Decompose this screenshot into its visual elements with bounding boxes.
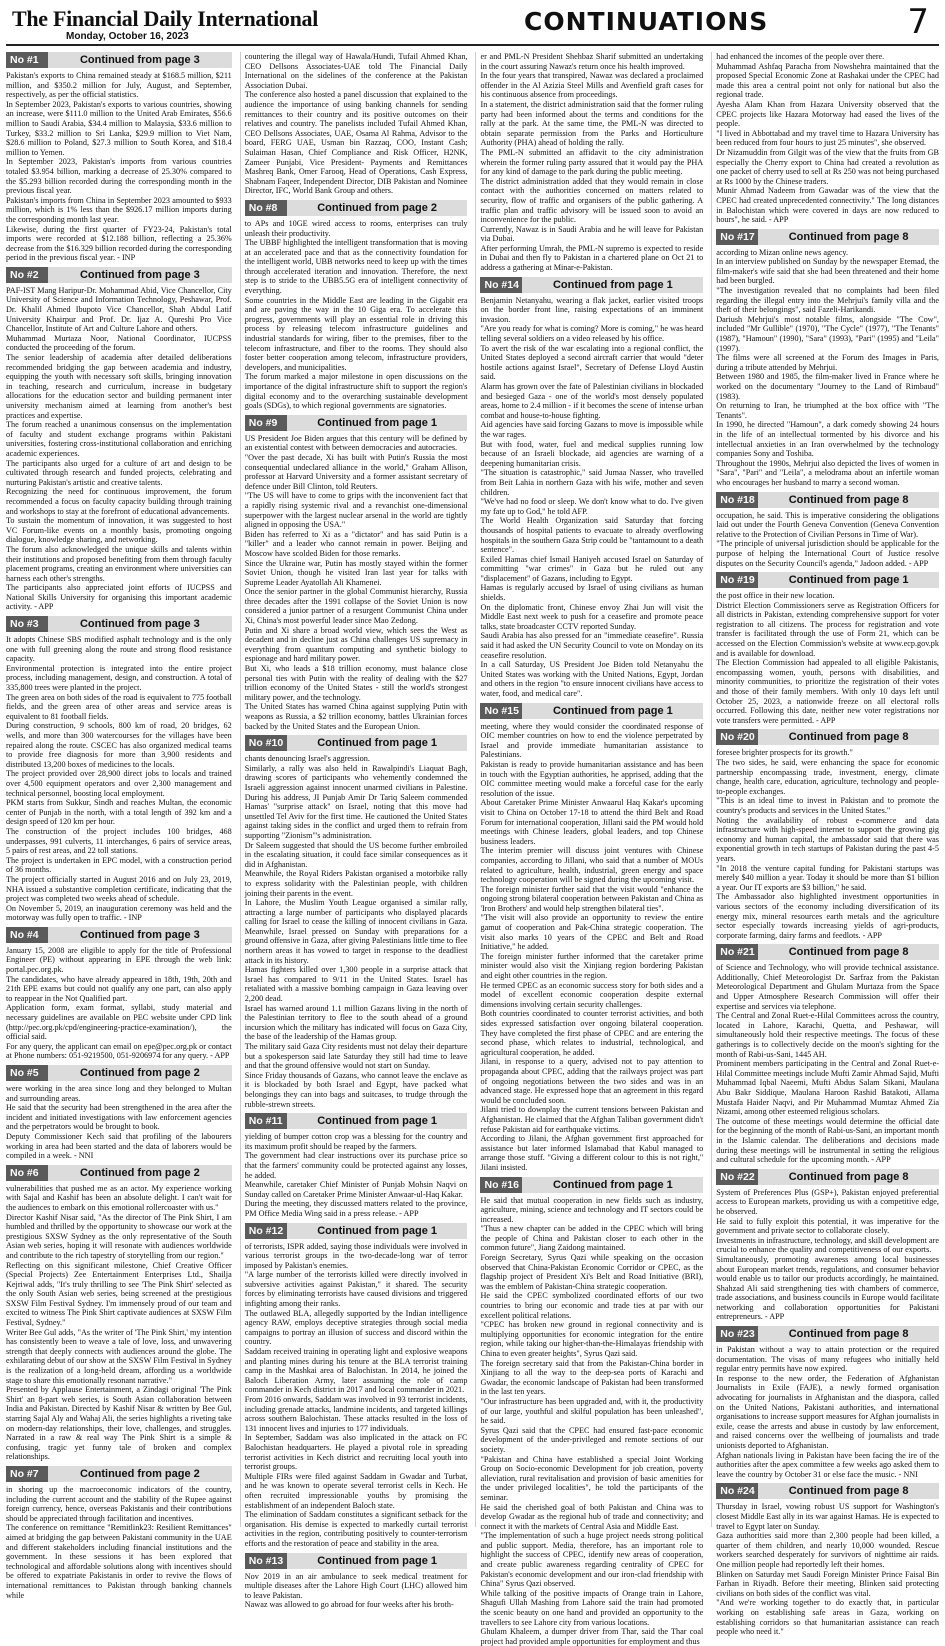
story-paragraph: "This is an ideal time to invest in Pakistan and to promote the country's products and services in the United States." [716,796,939,815]
story-paragraph: Blinken on Saturday met Saudi Foreign Minister Prince Faisal Bin Farhan in Riyadh. Before their meeting, Blinken said protecting civilians on both sides of the conflict was vital. [716,1570,939,1599]
story-header [245,1113,468,1129]
story-paragraph: Gaza authorities said more than 2,300 people had been killed, a quarter of them children, and nearly 10,000 wounded. Rescue workers searched desperately for survivors of nighttime air raids. One million people had reportedly left their homes. [716,1531,939,1569]
story-paragraph: The military said Gaza City residents must not delay their departure but a spokesperson said late Saturday they still had time to leave and that the ground offensive would not start on Sunday. [245,1042,468,1071]
continued-from-label: Continued from page 1 [287,735,468,751]
story-paragraph: In September, Saddam was also implicated in the attack on FC Balochistan headquarters. He played a pivotal role in spreading terrorist activities in Kech district and recruiting local youth into terrorist groups. [245,1433,468,1471]
story-paragraph: But with food, water, fuel and medical supplies running low because of an Israeli blockade, aid agencies are warning of a deepening humanitarian crisis. [480,440,703,469]
story-paragraph: The foreign minister further said that the visit would "enhance the ongoing strong bilateral cooperation between Pakistan and China as 'Iron Brothers' and would help strengthen bilateral ties". [480,885,703,914]
continued-from-label: Continued from page 1 [522,277,703,293]
story-paragraph: Ayesha Alam Khan from Hazara University observed that the CPEC projects like Hazara Motorway had eased the lives of the people. [716,100,939,129]
story-paragraph: Dr Saleem suggested that should the US become further embroiled in the escalating situation, it could face similar consequences as it did in Afghanistan. [245,841,468,870]
story [6,1165,232,1462]
story-body [245,219,468,411]
story-paragraph: Nawaz was allowed to go abroad for four weeks after his broth- [245,1600,468,1610]
story-paragraph: For any query, the applicant can email on epe@pec.org.pk or contact at Phone numbers: 051-9219500, 051-9206974 for any query. - APP [6,1042,232,1061]
story-paragraph: Exiled Hamas chief Ismail Haniyeh accused Israel on Saturday of committing "war crimes" in Gaza but he ruled out any "displacement" of Gazans, including to Egypt. [480,555,703,584]
story-paragraph: The project officially started in August 2016 and on July 23, 2019, NHA issued a substantive completion certificate, indicating that the project was completed two weeks ahead of schedule. [6,875,232,904]
story-header [6,1065,232,1081]
story-paragraph: Meanwhile, the Royal Riders Pakistan organised a motorbike rally to express solidarity with the Palestinian people, with children joining their parents in the event. [245,869,468,898]
story-paragraph: "Over the past decade, Xi has built with Putin's Russia the most consequential undeclared alliance in the world," Graham Allison, professor at Harvard University and a former assistant secretary of defence under Bill Clinton, told Reuters. [245,453,468,491]
story-paragraph: Pakistan is ready to provide humanitarian assistance and has been in touch with the Egyptian authorities, he apprised, adding that the OIC committee meeting would make a forceful case for the early resolution of the issue. [480,760,703,798]
story-paragraph: Hamas fighters killed over 1,300 people in a surprise attack that Israel has compared to 9/11 in the United States. Israel has retaliated with a massive bombing campaign in Gaza leaving over 2,200 dead. [245,965,468,1003]
story-paragraph: The outcome of these meetings would determine the official date for the beginning of the month of Rabi-us-Sani, an important month in the Islamic calendar. The deliberations and decisions made during these meetings will be instrumental in setting the religious and cultural schedule for the upcoming month. - APP [716,1117,939,1165]
story-body [716,248,939,488]
story-paragraph: Throughout the 1990s, Mehrjui also depicted the lives of women in "Sara", "Pari" and "Leila", a melodrama about an infertile woman who encourages her husband to marry a second woman. [716,459,939,488]
story-paragraph: Saddam received training in operating light and explosive weapons and planting mines during his tenure at the BLA terrorist training camp in the Mashkai area of Balochistan. In 2014, he joined the Baloch Liberation Army, later assuming the role of camp commander in Kech district in 2017 and local commander in 2021. [245,1347,468,1395]
story-paragraph: Deputy Commissioner Kech said that profiling of the labourers working in area had been started and the data of laborers would be compiled in a week. - NNI [6,1132,232,1161]
continued-from-label: Continued from page 1 [287,1113,468,1129]
story-number: No #2 [6,267,48,283]
story [245,200,468,411]
story [245,415,468,731]
story-paragraph: Jilani, in response to a query, advised not to pay attention to propaganda about CPEC, adding that the railways project was part of ongoing negotiations between the two sides and was in an advanced stage. He expressed hope that an agreement in this regard would be concluded soon. [480,1057,703,1105]
story-header [6,616,232,632]
story-paragraph: In Lahore, the Muslim Youth League organised a similar rally, attracting a large number of participants who displayed placards calling for Israel to cease the killing of innocent civilians in Gaza. Meanwhile, Israel pressed on Sunday with preparations for a ground offensive in Gaza, after giving Palestinians little time to flee northern areas it has vowed to target in response to the deadliest attack in its history. [245,898,468,965]
story [245,1223,468,1549]
story-paragraph: Putin and Xi share a broad world view, which sees the West as decadent and in decline just as China challenges US supremacy in everything from quantum computing and synthetic biology to espionage and hard military power. [245,626,468,664]
story-paragraph: Nov 2019 in an air ambulance to seek medical treatment for multiple diseases after the Lahore High Court (LHC) allowed him to leave Pakistan. [245,1572,468,1601]
story-paragraph: "Our infrastructure has been upgraded and, with it, the productivity of our large, youthful and skilful population has been unleashed", he said. [480,1397,703,1426]
story-paragraph: occupation, he said. This is imperative considering the obligations laid out under the Fourth Geneva Convention (Geneva Convention relative to the Protection of Civilian Persons in Time of War). [716,511,939,540]
story-paragraph: Foreign Secretary, Syrus Qazi while speaking on the occasion observed that China-Pakistan Economic Corridor or CPEC, as the flagship project of President Xi's Belt and Road Initiative (BRI), was the emblem of Pakistan-China strategic cooperation. [480,1253,703,1291]
story [480,277,703,699]
masthead [6,4,939,46]
story-paragraph: In a statement, the district administration said that the former ruling party had been informed about the terms and conditions for the rally at the park. At the same time, the PML-N was directed to obtain separate permission from the Parks and Horticulture Authority (PHA) ahead of holding the rally. [480,100,703,148]
story-paragraph: The conference on remittance "Remitlink23: Resilient Remittances" aimed at bridging the gap between Pakistani community in the UAE and different stakeholders including financial institutions and the government. In these sessions it has been explored that technological and affordable solutions along with incentives should be offered to expatriate Pakistanis in order to revive the flows of international remittances to Pakistan through banking channels while [6,1523,232,1600]
story-paragraph: Alarm has grown over the fate of Palestinian civilians in blockaded and besieged Gaza - one of the world's most densely populated areas, home to 2.4 million - if it becomes the scene of intense urban combat and house-to-house fighting. [480,382,703,420]
story-number: No #24 [716,1483,758,1499]
continued-from-label: Continued from page 8 [758,492,939,508]
story-paragraph: On November 5, 2019, an inauguration ceremony was held and the motorway was fully open to traffic. - INP [6,904,232,923]
story-paragraph: He said the CPEC symbolized coordinated efforts of our two countries to bring our economic and trade ties at par with our excellent political relations. [480,1291,703,1320]
story-number: No #20 [716,729,758,745]
continued-from-label: Continued from page 8 [758,1326,939,1342]
story-paragraph: The foreign secretary said that from the Pakistan-China border in Xinjiang to all the way to the deep-sea ports of Karachi and Gwadar, the economic landscape of Pakistan had been transformed in the last ten years. [480,1359,703,1397]
story-paragraph: PAF-IST Mang Haripur-Dr. Mohammad Abid, Vice Chancellor, City University of Science and Information Technology, Peshawar, Prof. Dr. Khalil Ahmed Ibupoto Vice Chancellor, Shah Abdul Latif University Khairpur and Prof. Dr. Ijaz A. Qureshi Pro Vice Chancellor, Institute of Art and Culture Lahore and others. [6,286,232,334]
story-paragraph: of terrorists, ISPR added, saying those individuals were involved in various terrorist groups in the two-decade-long war of terror imposed by Pakistan's enemies. [245,1242,468,1271]
story [716,1326,939,1479]
continued-from-label: Continued from page 2 [48,1165,232,1181]
story-paragraph: Thursday in Israel, vowing robust US support for Washington's closest Middle East ally in its war against Hamas. He is expected to travel to Egypt later on Sunday. [716,1502,939,1531]
story-body [245,1132,468,1218]
story-paragraph: During construction, 9 schools, 800 km of road, 20 bridges, 62 wells, and more than 300 watercourses for the villages have been repaired along the route. CSCEC has also organized medical teams to provide free diagnosis for more than 3,900 residents and distributed 13,200 boxes of medicines to the locals. [6,721,232,769]
story-paragraph: Simultaneously, promoting awareness among local businesses about European market trends, regulations, and consumer behavior would enable us to tailor our products accordingly, he maintained. Shahzad Ali said strengthening ties with chambers of commerce, trade associations, and business councils in Europe would facilitate networking and collaboration opportunities for Pakistani entrepreneurs. - APP [716,1255,939,1322]
story-body [245,52,468,196]
story-paragraph: "The principle of universal jurisdiction should be applicable for the purpose of helping the International Court of Justice resolve disputes on the Security Council's agenda," Jadoon added. - APP [716,539,939,568]
continued-from-label: Continued from page 8 [758,1483,939,1499]
story-paragraph: District Election Commissioners serve as Registration Officers for all districts in Pakistan, extending comprehensive support for voter registration to all citizens. The process for registration and vote transfer is facilitated through the use of Form 21, which can be accessed on the Election Commission's website at www.ecp.gov.pk and is available for download. [716,601,939,659]
story-paragraph: Ghulam Khaleem, a dumper driver from Thar, said the Thar coal project had provided ample opportunities for employment and thus [480,1627,703,1646]
story-paragraph: Once the senior partner in the global Communist hierarchy, Russia three decades after the 1991 collapse of the Soviet Union is now considered a junior partner of a resurgent Communist China under Xi, China's most powerful leader since Mao Zedong. [245,587,468,625]
story-paragraph: Writer Bee Gul adds, "As the writer of 'The Pink Shirt,' my intention has consistently been to weave a tale of love, loss, and unwavering strength that deeply connects with audiences around the globe. The exhilarating debut of our show at the SXSW Film Festival in Sydney is the realization of a long-held dream, affording us a worldwide stage to share this emotionally resonant narrative." [6,1328,232,1386]
story-body [6,286,232,612]
story [480,52,703,273]
continued-from-label: Continued from page 8 [758,729,939,745]
section-title: CONTINUATIONS [524,7,768,36]
story-body [6,71,232,263]
story-paragraph: Prominent members participating in the Central and Zonal Ruet-e-Hilal Committee meetings include Mufti Zamir Ahmad Sajid, Mufti Muhammad Iqbal Naeemi, Mufti Abdus Salam Sikani, Maulana Abu Bakr Siddique, Maulana Haroon Rashid Batakoti, Allama Mustafa Haider Naqvi, and Pir Muhammad Mumtaz Ahmed Zia Nizami, among other esteemed religious scholars. [716,1059,939,1117]
story-paragraph: He termed CPEC as an economic success story for both sides and a model of excellent economic cooperation despite external dimensions involving certain security challenges. [480,981,703,1010]
story-paragraph: He said that mutual cooperation in new fields such as industry, agriculture, mining, science and technology and IT sectors could be increased. [480,1196,703,1225]
story-paragraph: "The situation is catastrophic," said Jumaa Nasser, who travelled from Beit Lahia in northern Gaza with his wife, mother and seven children. [480,468,703,497]
story-paragraph: were working in the area since long and they belonged to Multan and surrounding areas. [6,1084,232,1103]
story-paragraph: The PML-N submitted an affidavit to the city administration wherein the former ruling party assured that it would pay the PHA for any kind of damage to the park during the public meeting. [480,148,703,177]
story-paragraph: vulnerabilities that pushed me as an actor. My experience working with Sajal and Kashif has been an absolute delight. I can't wait for the audiences to embark on this emotional rollercoaster with us." [6,1184,232,1213]
story-paragraph: to APs and 10GE wired access to rooms, enterprises can truly unleash their productivity. [245,219,468,238]
story-header [716,944,939,960]
continued-from-label: Continued from page 3 [48,52,232,68]
continued-from-label: Continued from page 2 [48,1466,232,1482]
story-paragraph: er and PML-N President Shehbaz Sharif submitted an undertaking in the court assuring Nawaz's return once his health improved. [480,52,703,71]
story-header [716,1326,939,1342]
story-number: No #18 [716,492,758,508]
story-number: No #23 [716,1326,758,1342]
story-paragraph: The senior leadership of academia after detailed deliberations recommended bridging the gap between academia and industry, equipping the youth with necessary soft skills, bringing innovation in teaching, research and curriculum, increase in budgetary allocations for the education sector and building permanent inter university mechanism aimed at learning from another's best practices and expertise. [6,353,232,420]
story-header [6,927,232,943]
story-paragraph: According to Jilani, the Afghan government first approached for assistance but later informed Islamabad that Kabul managed to arrange those stuff. "Giving a different colour to this is not right," Jilani insisted. [480,1134,703,1172]
story-body [6,635,232,923]
story-paragraph: Since the Ukraine war, Putin has mostly stayed within the former Soviet Union, though he visited Iran last year for talks with Supreme Leader Ayatollah Ali Khamenei. [245,559,468,588]
story-paragraph: The candidates, who have already appeared in 18th, 19th, 20th and 21th EPE exams but could not qualify any one part, can also apply to reappear in the Not Qualified part. [6,975,232,1004]
story-body [6,1184,232,1462]
story [6,616,232,923]
continued-from-label: Continued from page 1 [287,1553,468,1569]
story-paragraph: "In 2018 the venture capital funding for Pakistani startups was merely $40 million a year. Today it should be more than $1 billion a year. Our IT exports are $3 billion," he said. [716,864,939,893]
story-paragraph: US President Joe Biden argues that this century will be defined by an existential contest with between democracies and autocracies. [245,434,468,453]
story-paragraph: Hamas is regularly accused by Israel of using civilians as human shields. [480,583,703,602]
story-paragraph: Syrus Qazi said that the CPEC had ensured fast-pace economic development of the under-privileged and remote sections of our society. [480,1426,703,1455]
story-paragraph: in shoring up the macroeconomic indicators of the country, including the current account and the stability of the Rupee against foreign currency, hence, overseas Pakistanis and their contributions should be appreciated through facilitation and incentives. [6,1485,232,1523]
story-body [716,1502,939,1636]
story-paragraph: The elimination of Saddam constitutes a significant setback for the organisation. His demise is expected to markedly curtail terrorist activities in the region, contributing positively to counter-terrorism efforts and the restoration of peace and stability in the area. [245,1510,468,1548]
story-number: No #15 [480,703,522,719]
story-header [245,735,468,751]
story-paragraph: Muhammad Murtaza Noor, National Coordinator, IUCPSS conducted the proceeding of the forum. [6,334,232,353]
story-body [716,748,939,940]
article-columns [6,52,939,1527]
story-paragraph: The Ambassador also highlighted investment opportunities in various sectors of the economy including diversification of its energy mix, mineral resources earth metals and the agriculture sector especially towards increasing yields of agri-products, corporate farming, dairy farms and feedlots. - APP [716,892,939,940]
story [245,1553,468,1610]
story-paragraph: In a call Saturday, US President Joe Biden told Netanyahu the United States was working with the United Nations, Egypt, Jordan and others in the region "to ensure innocent civilians have access to water, food, and medical care". [480,660,703,698]
story-paragraph: Since Friday thousands of Gazans, who cannot leave the enclave as it is blockaded by both Israel and Egypt, have packed what belongings they can into bags and suitcases, to trudge through the rubble-strewn streets. [245,1071,468,1109]
story [6,52,232,263]
story-paragraph: "The implementation of such a huge project needs strong political and public support. Media, therefore, has an important role to highlight the success of CPEC, identify new areas of cooperation, and create public awareness regarding centrality of CPEC for Pakistan's economic development and our iron-clad friendship with China" Syrus Qazi observed. [480,1531,703,1589]
story-paragraph: chants denouncing Israel's aggression. [245,754,468,764]
story-paragraph: Afghan nationals living in Pakistan have been facing the ire of the authorities after the apex committee a few weeks ago asked them to leave the country by October 31 or else face the music. - NNI [716,1451,939,1480]
column-4 [711,52,939,1527]
story-paragraph: "Thus a new chapter can be added in the CPEC which will bring the people of China and Pakistan closer to each other in the common future", Jiang Zaidong maintained. [480,1224,703,1253]
column-1 [6,52,232,1527]
story-paragraph: "A large number of the terrorists killed were directly involved in subversive activities against Pakistan," it shared. The security forces by eliminating terrorists have caused divisions and triggered infighting among their ranks. [245,1270,468,1308]
story-paragraph: had enhanced the incomes of the people over there. [716,52,939,62]
story-number: No #9 [245,415,287,431]
story-body [716,963,939,1164]
story [480,703,703,1173]
story-paragraph: The project is undertaken in EPC model, with a construction period of 36 months. [6,856,232,875]
story-body [245,434,468,731]
story-number: No #8 [245,200,287,216]
story-paragraph: In an interview published on Sunday by the newspaper Etemad, the film-maker's wife said that she had been threatened and their home had been burgled. [716,257,939,286]
story [245,1113,468,1218]
newspaper-name: The Financial Daily International [12,6,318,32]
story [6,1466,232,1600]
story-paragraph: Muhammad Ashfaq Paracha from Nowshehra maintained that the proposed Special Economic Zone at Rashakai under the CPEC had made this area a central point not only for national but also the regional trade. [716,62,939,100]
story-header [480,277,703,293]
story-paragraph: "Are you ready for what is coming? More is coming," he was heard telling several soldiers on a video released by his office. [480,324,703,343]
story-paragraph: yielding of bumper cotton crop was a blessing for the country and its maximum profit should be reaped by the farmers. [245,1132,468,1151]
page-number: 7 [907,2,929,42]
story-header [480,1177,703,1193]
story-paragraph: according to Mizan online news agency. [716,248,939,258]
story-paragraph: "The visit will also provide an opportunity to review the entire gamut of cooperation and Pak-China strategic cooperation. The visit also marks 10 years of the CPEC and Belt and Road Initiative," he added. [480,913,703,951]
story-paragraph: PKM starts from Sukkur, Sindh and reaches Multan, the economic center of Punjab in the north, with a total length of 392 km and a design speed of 120 km per hour. [6,798,232,827]
story-paragraph: The participants also appreciated joint efforts of IUCPSS and National Skills University for organising this important academic activity. - APP [6,583,232,612]
story-paragraph: In response to the new order, the Federation of Afghanistan Journalists in Exile (FAJE), a newly formed organisation advocating for journalists in Afghanistan and the diaspora, called on the United Nations, Pakistani authorities, and international organisations to increase support measures for Afghan journalists in exile, cease the arrests and abuse in custody by law enforcement, and raised concerns over the wellbeing of journalists and trade unionists deported to Afghanistan. [716,1374,939,1451]
story-number: No #21 [716,944,758,960]
continued-from-label: Continued from page 3 [48,927,232,943]
story-paragraph: The construction of the project includes 100 bridges, 468 underpasses, 991 culverts, 11 interchanges, 6 pairs of service areas, 5 pairs of rest areas, and 22 toll stations. [6,827,232,856]
story-paragraph: The foreign minister further informed that the caretaker prime minister would also visit the Xinjiang region bordering Pakistan and eight other countries in the region. [480,952,703,981]
story-paragraph: On returning to Iran, he triumphed at the box office with "The Tenants". [716,401,939,420]
issue-date: Monday, October 16, 2023 [66,31,189,42]
story-body [6,1485,232,1600]
story-paragraph: The conference also hosted a panel discussion that explained to the audience the importance of using banking channels for sending remittances to their country and its positive outcomes on their relatives and country. The panelists included Tufail Ahmed Khan, CEO Dellsons Associates, UAE, Osama Al Rahma, Advisor to the board, FERG UAE, Usman bin Razzaq, COO, Instant Cash; Sulaiman Hasan, Chief Compliance and Risk Officer, H2NK, Zameer Punjabi, Vice President- Payments and Remittances Mashreq Bank, Omer Farooq, Head of Operations, Cash Express, Shabnam Faqeer, Independent Director, DIB Pakistan and Nominee Director, IFC, World Bank Group and others. [245,90,468,196]
story [716,52,939,225]
story-paragraph: From 2016 onwards, Saddam was involved in 93 terrorist incidents, including grenade attacks, landmine incidents, and targeted killings across southern Balochistan. These attacks resulted in the loss of 131 innocent lives and injuries to 177 individuals. [245,1395,468,1433]
story-header [6,1466,232,1482]
story-paragraph: January 15, 2008 are eligible to apply for the title of Professional Engineer (PE) without appearing in EPE through the web link: portal.pec.org.pk. [6,946,232,975]
story-paragraph: Benjamin Netanyahu, wearing a flak jacket, earlier visited troops on the border front line, raising expectations of an imminent invasion. [480,296,703,325]
story-number: No #10 [245,735,287,751]
story [6,1065,232,1161]
story-paragraph: But Xi, who leads a $18 trillion economy, must balance close personal ties with Putin with the reality of dealing with the $27 trillion economy of the United States - still the world's strongest military power, and the technology. [245,664,468,702]
column-3 [475,52,703,1527]
story-header [716,1483,939,1499]
story [716,492,939,569]
story [716,944,939,1164]
story-paragraph: The UBBF highlighted the intelligent transformation that is moving at an accelerated pace and that as the connectivity foundation for the intelligent world, UBB networks need to keep up with the times through accelerated iteration and innovation. Therefore, the next step is to stride to the UBB5.5G era of intelligent connectivity of everything. [245,238,468,296]
continued-from-label: Continued from page 8 [758,944,939,960]
story [245,52,468,196]
story-paragraph: Likewise, during the first quarter of FY23-24, Pakistan's total imports were recorded at $12.188 billion, reflecting a 25.36% decrease from the $16.329 billion recorded during the corresponding period in the previous fiscal year. - INP [6,225,232,263]
story-paragraph: foresee brighter prospects for its growth." [716,748,939,758]
story-paragraph: The district administration added that they would remain in close contact with the authorities concerned on matters related to security, flow of traffic and organisers of the public gathering. A traffic plan and traffic advisory will be issued soon to avoid an inconvenience for the public. [480,177,703,225]
story-paragraph: About Caretaker Prime Minister Anwaarul Haq Kakar's upcoming visit to China on October 17-18 to attend the third Belt and Road Forum for international cooperation, Jillani said the PM would hold meetings with Chinese leaders, global leaders, and top Chinese business leaders. [480,798,703,846]
story-paragraph: "And we're working together to do exactly that, in particular working on establishing safe areas in Gaza, working on establishing corridors so that humanitarian assistance can reach people who need it." [716,1598,939,1636]
story-header [245,415,468,431]
story [6,267,232,612]
story-paragraph: the post office in their new location. [716,591,939,601]
story-paragraph: In September 2023, Pakistan's imports from various countries totaled $3.954 billion, marking a decrease of 25.30% compared to the $5.293 billion recorded during the corresponding month in the previous fiscal year. [6,157,232,195]
story-paragraph: Dariush Mehrjui's most notable films, alongside "The Cow", included "Mr Gullible" (1970), "The Cycle" (1977), "The Tenants" (1987), "Hamoun" (1990), "Sara" (1993), "Pari" (1995) and "Leila" (1997). [716,315,939,353]
story-paragraph: The two sides, he said, were enhancing the space for economic partnership encompassing trade, investment, energy, climate change, health care, education, agriculture, technology and people-to-people exchanges. [716,758,939,796]
continued-from-label: Continued from page 1 [522,703,703,719]
story-body [716,1345,939,1479]
continued-from-label: Continued from page 1 [287,415,468,431]
continued-from-label: Continued from page 1 [287,1223,468,1239]
story-paragraph: of Science and Technology, who will provide technical assistance. Additionally, Chief Meteorologist Dr. Sarfraz from the Pakistan Meteorological Department and Ghulam Murtaza from the Space and Upper Atmosphere Research Commission will offer their expertise and services via telephone. [716,963,939,1011]
story-paragraph: "The investigation revealed that no complaints had been filed regarding the illegal entry into the Mehrjui's family villa and the theft of their belongings", said Fazeli-Harikandi. [716,286,939,315]
story-paragraph: "We've had no food or sleep. We don't know what to do. I've given my fate up to God," he told AFP. [480,497,703,516]
story-number: No #17 [716,229,758,245]
continued-from-label: Continued from page 2 [48,1065,232,1081]
story-paragraph: To avert the risk of the war escalating into a regional conflict, the United States deployed a second aircraft carrier that would "deter hostile actions against Israel", Secretary of Defense Lloyd Austin said. [480,344,703,382]
story-number: No #11 [245,1113,287,1129]
story [716,1483,939,1636]
story-paragraph: countering the illegal way of Hawala/Hundi, Tufail Ahmed Khan, CEO Dellsons Associates-UAE told The Financial Daily International on the sidelines of the conference at the Pakistan Association Dubai. [245,52,468,90]
story-paragraph: The World Health Organization said Saturday that forcing thousands of hospital patients to evacuate to already overflowing hospitals in the southern Gaza Strip could be "tantamount to a death sentence". [480,516,703,554]
story-paragraph: Saudi Arabia has also pressed for an "immediate ceasefire". Russia said it had asked the UN Security Council to vote on Monday on its ceasefire resolution. [480,631,703,660]
story-paragraph: Meanwhile, caretaker Chief Minister of Punjab Mohsin Naqvi on Sunday called on Caretaker Prime Minister Anwaar-ul-Haq Kakar. [245,1180,468,1199]
story-number: No #22 [716,1169,758,1185]
story-paragraph: To sustain the momentum of innovation, it was suggested to host VC Forum-like events on a monthly basis, promoting ongoing dialogue, knowledge sharing, and networking. [6,516,232,545]
story-paragraph: Israel has warned around 1.1 million Gazans living in the north of the Palestinian territory to flee to the south ahead of a ground incursion which the military has indicated will focus on Gaza City, the base of the leadership of the Hamas group. [245,1004,468,1042]
story-paragraph: Some countries in the Middle East are leading in the Gigabit era and are paving the way in the 10 Giga era. To accelerate this progress, governments will play an essential role in driving this process by releasing telecom infrastructure guidelines and industrial standards for wiring, fiber to the premises, fiber to the telecom infrastructure, and fiber to the rooms. They should also foster better cooperation among telecom, infrastructure providers, developers, and municipalities. [245,296,468,373]
story-paragraph: On the diplomatic front, Chinese envoy Zhai Jun will visit the Middle East next week to push for a ceasefire and promote peace talks, state broadcaster CCTV reported Sunday. [480,603,703,632]
story-paragraph: The forum reached a unanimous consensus on the implementation of faculty and student exchange programs within Pakistani universities, fostering cross-institutional collaboration and enriching academic experiences. [6,420,232,458]
story-header [716,729,939,745]
continued-from-label: Continued from page 3 [48,267,232,283]
story-header [6,52,232,68]
story-number: No #3 [6,616,48,632]
story-paragraph: Biden has referred to Xi as a "dictator" and has said Putin is a "killer" and a leader who cannot remain in power. Beijing and Moscow have scolded Biden for those remarks. [245,530,468,559]
continued-from-label: Continued from page 2 [287,200,468,216]
story-paragraph: In 1990, he directed "Hamoun", a dark comedy showing 24 hours in the life of an intellectual tormented by his divorce and his intellectual anxieties in an Iran overwhelmed by the technology companies Sony and Toshiba. [716,420,939,458]
story [716,729,939,940]
story-paragraph: Environmental protection is integrated into the entire project process, including management, design, and construction. A total of 335,800 trees were planted in the project. [6,664,232,693]
story-paragraph: Noting the availability of robust e-commerce and data infrastructure with high-speed internet to support the growing gig economy and human capital, the ambassador said that there was exponential growth in tech startups of Pakistan during the past 4-5 years. [716,816,939,864]
story-paragraph: In September 2023, Pakistan's exports to various countries, showing an increase, were $111.0 million to the United Arab Emirates, $56.6 million to Saudi Arabia, $34.4 million to Malaysia, $33.6 million to Turkey, $33.2 million to Sri Lanka, $29.9 million to Viet Nam, $28.6 million to Poland, $27.3 million to South Korea, and $18.4 million to Yemen. [6,100,232,158]
story-paragraph: Between 1980 and 1985, the film-maker lived in France where he worked on the documentary "Journey to the Land of Rimbaud" (1983). [716,372,939,401]
story-paragraph: Application form, exam format, syllabi, study material and necessary guidelines are available on PEC website under CPD link (http://pec.org.pk/cpd/engineering-practice-examination/), the official said. [6,1003,232,1041]
story-paragraph: Multiple FIRs were filed against Saddam in Gwadar and Turbat, and he was known to operate several terrorist cells in Kech. He often recruited impressionable youths by promising the establishment of an independent Baloch state. [245,1472,468,1510]
story-number: No #1 [6,52,48,68]
story-body [480,1196,703,1646]
story-paragraph: The government had clear instructions over its purchase price so that the farmers' community could be protected against any losses, he added. [245,1151,468,1180]
story-number: No #12 [245,1223,287,1239]
story-paragraph: The Central and Zonal Ruet-e-Hilal Committees across the country, located in Lahore, Karachi, Quetta, and Peshawar, will simultaneously hold their respective meetings. The focus of these gatherings is to collectively decide on the moon's sighting for the month of Rabi-us-Sani, 1445 AH. [716,1011,939,1059]
story-body [480,52,703,273]
story-paragraph: Both countries coordinated to counter terrorist activities, and both sides expressed satisfaction over ongoing bilateral cooperation. They have completed the first phase of CPEC and are entering the second phase, which relates to industrial, technological, and agricultural cooperation, he added. [480,1009,703,1057]
story-paragraph: He said that the security had been strengthened in the area after the incident and initiated investigations with law enforcement agencies and the perpetrators would be brought to book. [6,1103,232,1132]
story-header [245,200,468,216]
story-paragraph: Director Kashif Nisar said, "As the director of The Pink Shirt, I am humbled and thrilled by the opportunity to showcase our work at the prestigious SXSW Sydney as the only representative of the South Asian web series, hoping it will resonate with audiences worldwide and contribute to the rich tapestry of storytelling from our region." [6,1213,232,1261]
story-paragraph: In the four years that transpired, Nawaz was declared a proclaimed offender in the Al Azizia Steel Mills and Avenfield graft cases for his continuous absence from proceedings. [480,71,703,100]
story-paragraph: Currently, Nawaz is in Saudi Arabia and he will leave for Pakistan via Dubai. [480,225,703,244]
story-paragraph: meeting, where they would consider the coordinated response of OIC member countries on how to end the violence perpetrated by Israel and provide immediate humanitarian assistance to Palestinians. [480,722,703,760]
story-header [716,1169,939,1185]
story-number: No #13 [245,1553,287,1569]
story [716,1169,939,1322]
story-body [480,722,703,1173]
column-2 [240,52,468,1527]
story-paragraph: He said to fully exploit this potential, it was imperative for the government and private sector to collaborate closely. [716,1217,939,1236]
story-body [716,511,939,569]
story-paragraph: The project provided over 28,900 direct jobs to locals and trained over 4,500 equipment operators and over 2,300 management and technical personnel, boosting local employment. [6,769,232,798]
continued-from-label: Continued from page 3 [48,616,232,632]
story [716,229,939,488]
story-number: No #19 [716,572,758,588]
story [480,1177,703,1646]
story-number: No #7 [6,1466,48,1482]
story-paragraph: Pakistan's imports from China in September 2023 amounted to $933 million, which is 1% less than the $926.17 million imports during the corresponding month last year. [6,196,232,225]
story-header [245,1223,468,1239]
story-paragraph: Recognizing the need for continuous improvement, the forum recommended a focus on faculty capacity building through training and workshops to stay at the forefront of educational advancements. [6,487,232,516]
story-header [716,572,939,588]
story-header [6,1165,232,1181]
story-body [6,946,232,1061]
story-paragraph: Aid agencies have said forcing Gazans to move is impossible while the war rages. [480,420,703,439]
story-paragraph: He said the cherished goal of both Pakistan and China was to develop Gwadar as the regional hub of trade and connectivity; and connect it with the markets of Central Asia and Middle East. [480,1503,703,1532]
story-body [6,1084,232,1161]
story-paragraph: Similarly, a rally was also held in Rawalpindi's Liaquat Bagh, drawing scores of participants who vehemently condemned the Israeli aggression against innocent unarmed civilians in Palestine. During his address, JI Punjab Amir Dr Tariq Saleem commended Hamas' "surprise attack" on Israel, noting that this move had unsettled Tel Aviv for the first time. He cautioned the United States against taking sides in the conflict and urged them to refrain from supporting "Zionism"'s administration. [245,764,468,841]
story-paragraph: The films were all screened at the Forum des Images in Paris, during a tribute attended by Mehrjui. [716,353,939,372]
story-paragraph: While talking of the positive impacts of Orange train in Lahore, Shagufi Ullah Mashing from Lahore said the train had promoted the scenic beauty on one hand and provided an opportunity to the travellers to see Lahore city from various locations. [480,1589,703,1627]
story-paragraph: "I lived in Abbottabad and my travel time to Hazara University has been reduced from four hours to just 25 minutes", she observed. [716,129,939,148]
continued-from-label: Continued from page 1 [522,1177,703,1193]
story-paragraph: The United States has warned China against supplying Putin with weapons as Russia, a $2 trillion economy, battles Ukrainian forces backed by the United States and the European Union. [245,702,468,731]
story-body [716,52,939,225]
story-paragraph: Presented by Applause Entertainment, a Zindagi original 'The Pink Shirt' an 8-part web series, is South Asian collaboration between India and Pakistan. Directed by Kashif Nisar & written by Bee Gul, starring Sajal Aly and Wahaj Ali, the series highlights a riveting take on modern-day relationships, their love, challenges, and struggles. Narrated in a raw & real way The Pink Shirt is a simple & confusing, tragic yet funny tale of broken and complex relationships. [6,1385,232,1462]
story-paragraph: Dr Nizamuddin from Gilgit was of the view that the fruits from GB especially the Cherry export to China had created a revolution as one packet of cherry used to sell at Rs 250 was not being purchased at Rs 1000 by the Chinese traders. [716,148,939,186]
story-paragraph: "CPEC has broken new ground in regional connectivity and is multiplying opportunities for economic integration for the entire region, while taking our higher-than-the-Himalayas friendship with China to even greater heights", Syrus Qazi said. [480,1320,703,1358]
story-paragraph: "The US will have to come to grips with the inconvenient fact that a rapidly rising systemic rival and a revanchist one-dimensional superpower with the largest nuclear arsenal in the world are tightly aligned in opposing the USA." [245,491,468,529]
story [716,572,939,725]
continued-from-label: Continued from page 8 [758,229,939,245]
story-body [245,1572,468,1610]
story-number: No #4 [6,927,48,943]
story-paragraph: Reflecting on this significant milestone, Chief Creative Officer (Special Projects) Zee Entertainment Enterprises Ltd., Shailja Kejriwal adds, "It's truly thrilling to see 'The Pink Shirt' selected as the only South Asian web series, being screened at the prestigious SXSW Film Festival Sydney. I'm immensely proud of our team and excited to witness The Pink Shirt captivate audiences at SXSW Film Festival, Sydney." [6,1261,232,1328]
story-header [716,492,939,508]
story-paragraph: It adopts Chinese SBS modified asphalt technology and is the only one with full greening along the route and strong flood resistance capacity. [6,635,232,664]
story-body [716,1188,939,1322]
story-paragraph: The Election Commission had appealed to all eligible Pakistanis, encompassing women, youth, persons with disabilities, and minority communities, to prioritize the registration of their votes and those of their family members. With only 10 days left until October 25, 2023, a nationwide freeze on all electoral rolls occurred. Following this date, neither new voter registrations nor vote transfers were permitted. - APP [716,658,939,725]
story-paragraph: Pakistan's exports to China remained steady at $168.5 million, $211 million, and $350.2 million for July, August, and September, respectively, as per the official statistics. [6,71,232,100]
story-number: No #5 [6,1065,48,1081]
story-header [6,267,232,283]
story-paragraph: The green area on both sides of the road is equivalent to 775 football fields, and the green area of other areas and service areas is equivalent to 81 football fields. [6,693,232,722]
story-paragraph: The participants also urged for a culture of art and design to be cultivated through research and funded projects, celebrating and nurturing Pakistan's artistic and creative talents. [6,459,232,488]
story-body [716,591,939,725]
story-body [245,1242,468,1549]
continued-from-label: Continued from page 1 [758,572,939,588]
story-paragraph: in Pakistan without a way to attain protection or the required documentation. The visas of many refugees who initially held regular entry permits have now expired. [716,1345,939,1374]
story-paragraph: Investments in infrastructure, technology, and skill development are crucial to enhance the quality and competitiveness of our exports. [716,1236,939,1255]
story-paragraph: System of Preferences Plus (GSP+), Pakistan enjoyed preferential access to European markets, providing us with a competitive edge, he observed. [716,1188,939,1217]
story [245,735,468,1109]
story-header [245,1553,468,1569]
story-body [245,754,468,1109]
story-paragraph: "Pakistan and China have established a special Joint Working Group on Socio-economic Development for job creation, poverty alleviation, rural revitalisation and provision of basic amenities for the under privileged localities", he told the participants of the seminar. [480,1455,703,1503]
story-number: No #16 [480,1177,522,1193]
story-number: No #14 [480,277,522,293]
story-body [480,296,703,699]
story-paragraph: After performing Umrah, the PML-N supremo is expected to reside in Dubai and then fly to Pakistan in a chartered plane on Oct 21 to address a gathering at Minar-e-Pakistan. [480,244,703,273]
story-number: No #6 [6,1165,48,1181]
story [6,927,232,1061]
story-header [480,703,703,719]
story-paragraph: The forum also acknowledged the unique skills and talents within their institutions and proposed benefiting from them through faculty placement programs, creating an environment where universities can harness each other's strengths. [6,545,232,583]
story-paragraph: The forum marked a major milestone in open discussions on the importance of the digital infrastructure shift to support the region's digital economy and to the overarching sustainable development goals (SDGs), to which regional governments are signatories. [245,372,468,410]
story-paragraph: The interim premier will discuss joint ventures with Chinese companies, according to Jillani, who said that a number of MOUs related to agriculture, health, industrial, green energy and space technology cooperation will be signed during the upcoming visit. [480,846,703,884]
story-paragraph: The outlawed BLA, allegedly supported by the Indian intelligence agency RAW, employs deceptive strategies through social media campaigns to portray an illusion of success and discord within the country. [245,1309,468,1347]
continued-from-label: Continued from page 8 [758,1169,939,1185]
story-paragraph: Munir Ahmad Nadeem from Gawadar was of the view that the CPEC had created unprecedented connectivity." The long distances in Balochistan which were covered in days are now reduced to hours", he said. - APP [716,186,939,224]
story-header [716,229,939,245]
story-paragraph: During the meeting, they discussed matters related to the province, PM Office Media Wing said in a press release. - APP [245,1199,468,1218]
story-paragraph: Jilani tried to downplay the current tensions between Pakistan and Afghanistan. He claimed that the Afghan Taliban government didn't refuse Pakistan aid for earthquake victims. [480,1105,703,1134]
